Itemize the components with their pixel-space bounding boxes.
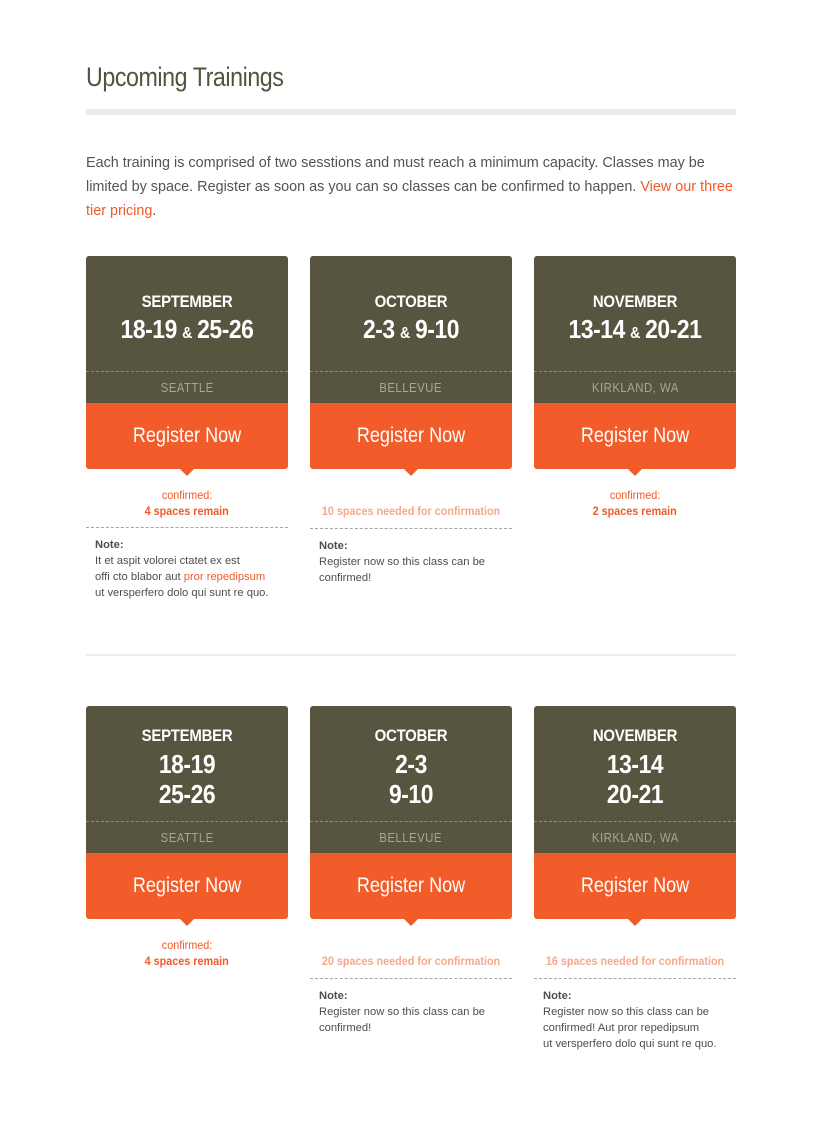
status-value: 2 spaces remain <box>592 504 678 518</box>
card-month: SEPTEMBER <box>141 726 233 745</box>
card-date-range-1: 13-14 <box>606 749 664 779</box>
register-button[interactable]: Register Now <box>86 853 288 919</box>
card-location: SEATTLE <box>86 821 288 853</box>
pricing-link[interactable]: View our three tier pricing <box>86 179 733 219</box>
card-status <box>86 937 288 969</box>
card-location: BELLEVUE <box>310 371 512 403</box>
card-date-range-2: 25-26 <box>197 314 254 344</box>
status-label: confirmed: <box>609 488 661 502</box>
card-date-amp: & <box>399 325 410 342</box>
card-status <box>310 953 512 969</box>
register-button[interactable]: Register Now <box>534 853 736 919</box>
card-header <box>86 706 288 853</box>
card-note <box>534 978 736 1052</box>
intro-paragraph <box>86 151 736 223</box>
card-month: OCTOBER <box>374 726 448 745</box>
training-card <box>86 256 288 601</box>
note-title: Note: <box>319 990 348 1002</box>
note-line-3: ut versperfero dolo qui sunt re quo. <box>95 587 269 599</box>
note-line-1: Register now so this class can be <box>543 1006 710 1018</box>
card-date-range-2: 20-21 <box>606 779 664 809</box>
note-line-2: offi cto blabor aut pror repedipsum <box>95 571 266 583</box>
status-label: confirmed: <box>161 938 213 952</box>
intro-period: . <box>152 203 157 219</box>
page-title: Upcoming Trainings <box>86 62 284 92</box>
card-month: SEPTEMBER <box>141 292 233 311</box>
card-date-range-1: 18-19 <box>158 749 216 779</box>
card-month: NOVEMBER <box>592 726 678 745</box>
card-status <box>86 487 288 519</box>
card-status <box>534 953 736 969</box>
note-line-1: It et aspit volorei ctatet ex est <box>95 555 240 567</box>
card-header <box>534 256 736 403</box>
card-dates <box>546 314 724 349</box>
status-label: confirmed: <box>161 488 213 502</box>
note-text: Register now so this class can be confirmed! <box>319 556 486 584</box>
card-date-range-2: 9-10 <box>415 314 460 344</box>
training-card <box>86 706 288 969</box>
card-header <box>310 256 512 403</box>
status-value: 4 spaces remain <box>144 504 230 518</box>
register-button[interactable]: Register Now <box>310 403 512 469</box>
card-status <box>534 487 736 519</box>
card-date-amp: & <box>182 325 192 342</box>
title-divider <box>86 109 736 115</box>
card-location: KIRKLAND, WA <box>534 821 736 853</box>
card-date-range-2: 25-26 <box>158 779 216 809</box>
status-value: 20 spaces needed for confirmation <box>321 954 501 968</box>
card-date-range-2: 20-21 <box>645 314 702 344</box>
card-date-range-1: 18-19 <box>120 314 177 344</box>
card-header <box>534 706 736 853</box>
note-title: Note: <box>95 539 124 551</box>
note-line-3: ut versperfero dolo qui sunt re quo. <box>543 1038 717 1050</box>
note-title: Note: <box>543 990 572 1002</box>
card-month: OCTOBER <box>374 292 448 311</box>
status-value: 10 spaces needed for confirmation <box>321 504 501 518</box>
section-divider <box>86 654 736 656</box>
card-status <box>310 503 512 519</box>
status-value: 16 spaces needed for confirmation <box>545 954 725 968</box>
training-card <box>310 256 512 586</box>
card-header <box>310 706 512 853</box>
training-card <box>310 706 512 1036</box>
note-text: Register now so this class can be confirmed! <box>319 1006 486 1034</box>
card-dates <box>98 314 276 349</box>
register-button[interactable]: Register Now <box>86 403 288 469</box>
card-note <box>310 978 512 1036</box>
training-card <box>534 706 736 1052</box>
note-title: Note: <box>319 540 348 552</box>
card-location: BELLEVUE <box>310 821 512 853</box>
card-location: SEATTLE <box>86 371 288 403</box>
card-date-range-1: 2-3 <box>362 314 395 344</box>
card-date-range-1: 13-14 <box>568 314 625 344</box>
card-header <box>86 256 288 403</box>
note-line-2: confirmed! Aut pror repedipsum <box>543 1022 700 1034</box>
intro-text: Each training is comprised of two sesstions and must reach a minimum capacity. Classes may be limited by space. Register as soon as you can so classes can be confirmed to happen. <box>86 155 705 195</box>
register-button[interactable]: Register Now <box>534 403 736 469</box>
card-date-range-2: 9-10 <box>388 779 434 809</box>
card-date-amp: & <box>630 325 640 342</box>
card-date-range-1: 2-3 <box>395 749 427 779</box>
card-month: NOVEMBER <box>592 292 678 311</box>
card-location: KIRKLAND, WA <box>534 371 736 403</box>
training-card <box>534 256 736 519</box>
status-value: 4 spaces remain <box>144 954 230 968</box>
register-button[interactable]: Register Now <box>310 853 512 919</box>
card-note <box>310 528 512 586</box>
note-link[interactable]: pror repedipsum <box>183 571 266 583</box>
card-note <box>86 527 288 601</box>
card-dates <box>322 314 500 349</box>
